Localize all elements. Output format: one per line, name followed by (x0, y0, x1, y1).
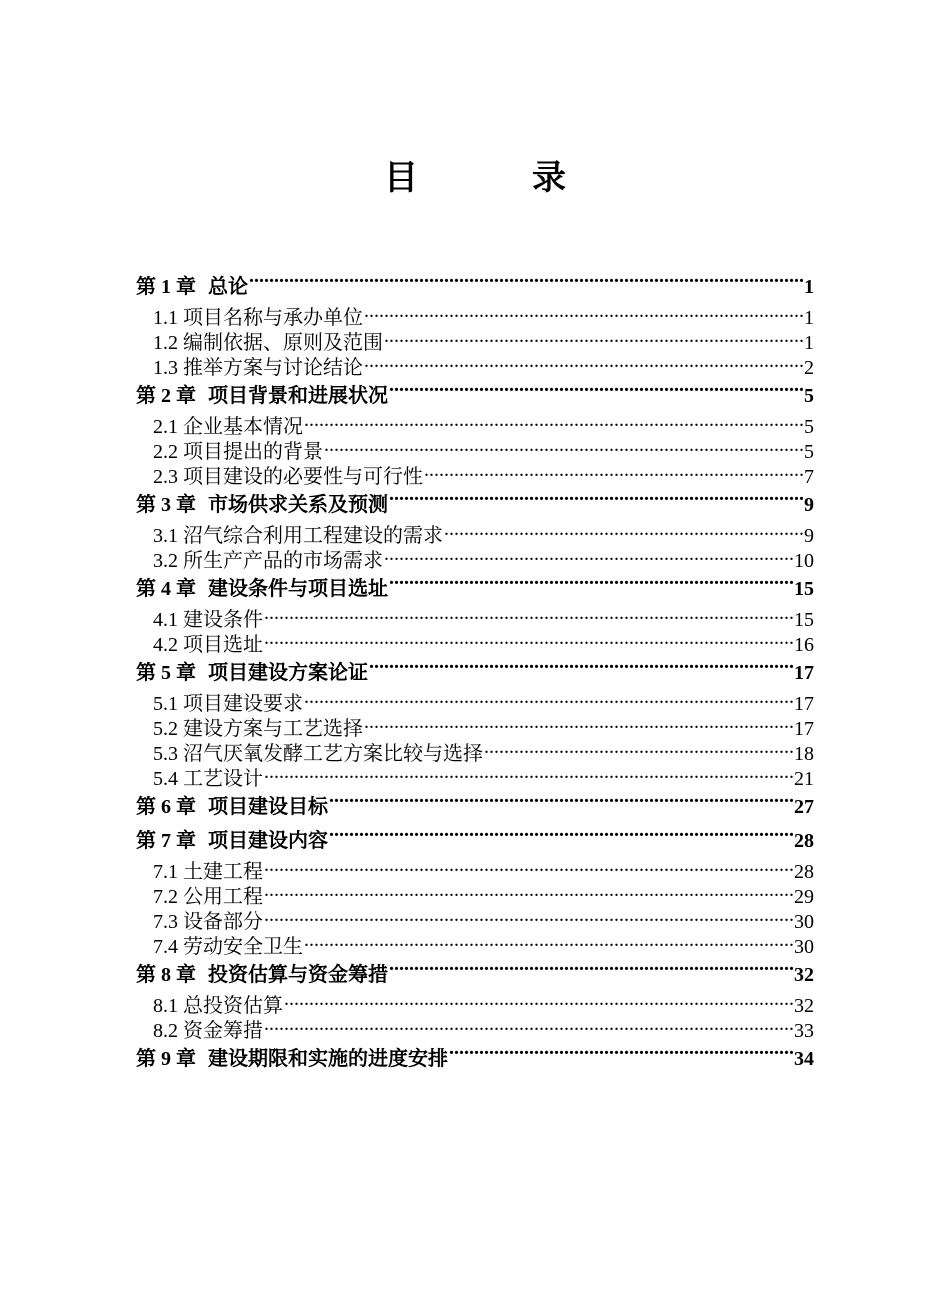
toc-chapter-entry[interactable] (136, 572, 814, 606)
toc-page-number: 32 (794, 995, 814, 1017)
dot-leader (264, 908, 793, 928)
dot-leader (384, 329, 803, 349)
toc-page-number: 30 (794, 911, 814, 933)
toc-entry-label: 1.3 推举方案与讨论结论 (153, 357, 363, 379)
chapter-number: 第 5 章 (136, 662, 196, 684)
toc-entry-label: 3.2 所生产产品的市场需求 (153, 550, 383, 572)
dot-leader (444, 522, 803, 542)
toc-page-number: 5 (804, 441, 814, 463)
toc-section-entry[interactable] (136, 690, 814, 715)
toc-section-entry[interactable] (136, 354, 814, 379)
chapter-title: 项目建设目标 (208, 796, 328, 818)
dot-leader (424, 463, 803, 483)
toc-entry-label: 1.2 编制依据、原则及范围 (153, 332, 383, 354)
chapter-title: 项目建设内容 (208, 830, 328, 852)
toc-section-entry[interactable] (136, 933, 814, 958)
dot-leader (389, 491, 803, 511)
toc-entry-label: 8.1 总投资估算 (153, 995, 283, 1017)
toc-entry-label (136, 1042, 448, 1076)
toc-page-number: 9 (804, 525, 814, 547)
toc-page-number: 17 (794, 718, 814, 740)
chapter-title: 建设期限和实施的进度安排 (208, 1048, 448, 1070)
toc-page-number: 9 (804, 494, 814, 516)
dot-leader (389, 961, 793, 981)
toc-entry-label (136, 790, 328, 824)
toc-chapter-entry[interactable] (136, 790, 814, 824)
dot-leader (329, 827, 793, 847)
toc-entry-label (136, 656, 368, 690)
dot-leader (364, 354, 803, 374)
dot-leader (249, 273, 803, 293)
dot-leader (389, 575, 793, 595)
toc-page-number: 30 (794, 936, 814, 958)
toc-chapter-entry[interactable] (136, 824, 814, 858)
chapter-title: 项目建设方案论证 (208, 662, 368, 684)
toc-entry-label: 7.2 公用工程 (153, 886, 263, 908)
toc-entry-label: 2.1 企业基本情况 (153, 416, 303, 438)
dot-leader (364, 715, 793, 735)
toc-page-number: 21 (794, 768, 814, 790)
toc-section-entry[interactable] (136, 1017, 814, 1042)
chapter-title: 投资估算与资金筹措 (208, 964, 388, 986)
toc-page-number: 5 (804, 416, 814, 438)
toc-page-number: 15 (794, 609, 814, 631)
toc-chapter-entry[interactable] (136, 270, 814, 304)
dot-leader (449, 1045, 793, 1065)
toc-chapter-entry[interactable] (136, 958, 814, 992)
toc-entry-label (136, 958, 388, 992)
chapter-number: 第 3 章 (136, 494, 196, 516)
toc-entry-label: 7.4 劳动安全卫生 (153, 936, 303, 958)
dot-leader (264, 765, 793, 785)
dot-leader (329, 793, 793, 813)
toc-page-number: 7 (804, 466, 814, 488)
toc-entry-label: 5.3 沼气厌氧发酵工艺方案比较与选择 (153, 743, 483, 765)
toc-entry-label: 4.1 建设条件 (153, 609, 263, 631)
toc-page-number: 27 (794, 796, 814, 818)
chapter-number: 第 6 章 (136, 796, 196, 818)
dot-leader (264, 1017, 793, 1037)
toc-page-number: 17 (794, 662, 814, 684)
chapter-number: 第 7 章 (136, 830, 196, 852)
dot-leader (484, 740, 793, 760)
toc-section-entry[interactable] (136, 740, 814, 765)
toc-page-number: 28 (794, 861, 814, 883)
toc-page-number: 28 (794, 830, 814, 852)
toc-chapter-entry[interactable] (136, 656, 814, 690)
toc-entry-label: 1.1 项目名称与承办单位 (153, 307, 363, 329)
toc-section-entry[interactable] (136, 547, 814, 572)
dot-leader (264, 631, 793, 651)
dot-leader (369, 659, 793, 679)
toc-section-entry[interactable] (136, 765, 814, 790)
toc-page-number: 5 (804, 385, 814, 407)
chapter-title: 总论 (208, 276, 248, 298)
table-of-contents (136, 270, 814, 1076)
toc-entry-label: 2.2 项目提出的背景 (153, 441, 323, 463)
toc-section-entry[interactable] (136, 438, 814, 463)
chapter-number: 第 4 章 (136, 578, 196, 600)
toc-entry-label: 4.2 项目选址 (153, 634, 263, 656)
toc-chapter-entry[interactable] (136, 379, 814, 413)
toc-page-number: 17 (794, 693, 814, 715)
dot-leader (324, 438, 803, 458)
toc-entry-label: 7.3 设备部分 (153, 911, 263, 933)
toc-page-number: 32 (794, 964, 814, 986)
toc-section-entry[interactable] (136, 606, 814, 631)
toc-section-entry[interactable] (136, 413, 814, 438)
toc-chapter-entry[interactable] (136, 1042, 814, 1076)
dot-leader (284, 992, 793, 1012)
toc-section-entry[interactable] (136, 883, 814, 908)
dot-leader (304, 690, 793, 710)
toc-chapter-entry[interactable] (136, 488, 814, 522)
dot-leader (389, 382, 803, 402)
toc-page-number: 15 (794, 578, 814, 600)
toc-page-number: 16 (794, 634, 814, 656)
dot-leader (304, 413, 803, 433)
toc-entry-label (136, 379, 388, 413)
toc-section-entry[interactable] (136, 992, 814, 1017)
toc-entry-label: 3.1 沼气综合利用工程建设的需求 (153, 525, 443, 547)
toc-section-entry[interactable] (136, 858, 814, 883)
toc-entry-label (136, 824, 328, 858)
toc-page-number: 2 (804, 357, 814, 379)
dot-leader (264, 858, 793, 878)
dot-leader (384, 547, 793, 567)
toc-section-entry[interactable] (136, 631, 814, 656)
dot-leader (304, 933, 793, 953)
dot-leader (264, 883, 793, 903)
toc-section-entry[interactable] (136, 715, 814, 740)
chapter-title: 市场供求关系及预测 (208, 494, 388, 516)
toc-entry-label (136, 270, 248, 304)
chapter-number: 第 9 章 (136, 1048, 196, 1070)
toc-entry-label: 8.2 资金筹措 (153, 1020, 263, 1042)
toc-section-entry[interactable] (136, 304, 814, 329)
toc-entry-label: 5.4 工艺设计 (153, 768, 263, 790)
toc-section-entry[interactable] (136, 329, 814, 354)
dot-leader (364, 304, 803, 324)
chapter-number: 第 2 章 (136, 385, 196, 407)
toc-page-number: 1 (804, 307, 814, 329)
toc-entry-label: 2.3 项目建设的必要性与可行性 (153, 466, 423, 488)
toc-page-number: 1 (804, 276, 814, 298)
toc-entry-label: 5.1 项目建设要求 (153, 693, 303, 715)
dot-leader (264, 606, 793, 626)
toc-entry-label (136, 572, 388, 606)
toc-page-number: 18 (794, 743, 814, 765)
toc-page-number: 29 (794, 886, 814, 908)
toc-page-number: 10 (794, 550, 814, 572)
chapter-number: 第 1 章 (136, 276, 196, 298)
toc-page-number: 34 (794, 1048, 814, 1070)
toc-page-number: 1 (804, 332, 814, 354)
toc-section-entry[interactable] (136, 463, 814, 488)
toc-section-entry[interactable] (136, 908, 814, 933)
toc-entry-label: 7.1 土建工程 (153, 861, 263, 883)
toc-section-entry[interactable] (136, 522, 814, 547)
toc-page-number: 33 (794, 1020, 814, 1042)
toc-entry-label: 5.2 建设方案与工艺选择 (153, 718, 363, 740)
chapter-title: 建设条件与项目选址 (208, 578, 388, 600)
toc-entry-label (136, 488, 388, 522)
page-title: 目 录 (384, 158, 606, 198)
chapter-title: 项目背景和进展状况 (208, 385, 388, 407)
chapter-number: 第 8 章 (136, 964, 196, 986)
